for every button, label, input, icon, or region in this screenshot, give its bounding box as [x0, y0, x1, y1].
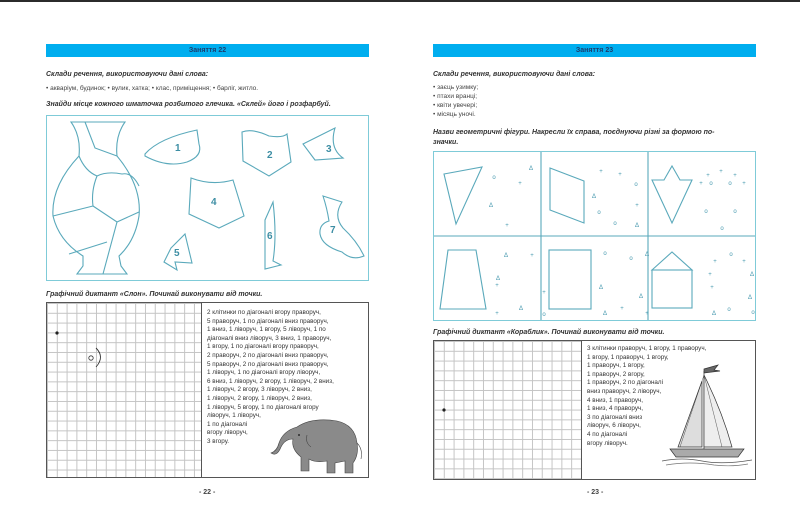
instruction-line: 1 ліворуч, 2 вгору, 3 ліворуч, 2 вниз,: [207, 386, 312, 394]
instruction-line: 1 вгору, 1 праворуч, 1 вгору,: [587, 353, 669, 361]
instruction-line: 3 по діагоналі вниз: [587, 413, 643, 421]
word-list-item: • місяць уночі.: [433, 111, 476, 118]
piece-1-shape: [145, 130, 200, 164]
piece-4-label: 4: [211, 197, 217, 208]
svg-text:+: +: [530, 253, 534, 259]
word-list-item: • птахи вранці;: [433, 93, 478, 100]
instruction-line: вгору ліворуч.: [587, 439, 628, 447]
svg-text:+: +: [708, 272, 712, 278]
shape-house-body: [652, 270, 692, 308]
svg-text:o: o: [492, 175, 496, 181]
instruction-line: 1 ліворуч, 2 вгору, 1 ліворуч, 2 вниз,: [207, 394, 312, 402]
svg-text:+: +: [599, 169, 603, 175]
svg-text:o: o: [597, 210, 601, 216]
svg-text:Δ: Δ: [602, 311, 608, 317]
svg-text:+: +: [495, 311, 499, 317]
instruction-line: 1 по діагоналі: [207, 420, 248, 428]
word-list-item: • заєць узимку;: [433, 84, 479, 91]
piece-2-label: 2: [267, 150, 273, 161]
svg-text:+: +: [620, 306, 624, 312]
dictation-box: [433, 340, 756, 480]
instruction-line: 1 праворуч, 2 вгору,: [587, 370, 645, 378]
vase-crack: [53, 176, 97, 216]
vase-crack: [85, 122, 117, 156]
piece-5-label: 5: [174, 248, 180, 259]
svg-text:+: +: [635, 203, 639, 209]
page-number: - 22 -: [199, 489, 216, 496]
instruction-line: 1 вгору, 1 по діагоналі вгору праворуч,: [207, 343, 319, 351]
instruction-line: 2 праворуч, 2 по діагоналі вниз праворуч,: [207, 351, 329, 359]
instruction-line: 3 клітинки праворуч, 1 вгору, 1 праворуч,: [587, 345, 707, 352]
dictation-title: Графічний диктант «Кораблик». Починай виконувати від точки.: [433, 329, 665, 336]
svg-text:Δ: Δ: [518, 306, 524, 312]
instruction-line: 1 вниз, 4 праворуч,: [587, 405, 644, 413]
svg-text:o: o: [603, 251, 607, 257]
vase-crack: [93, 206, 139, 222]
start-dot: [442, 408, 445, 411]
svg-text:+: +: [495, 283, 499, 289]
svg-text:Δ: Δ: [495, 276, 501, 282]
svg-text:Δ: Δ: [591, 194, 597, 200]
svg-text:+: +: [505, 223, 509, 229]
instruction-line: 1 праворуч, 2 по діагоналі: [587, 379, 664, 387]
vase-puzzle-box: [46, 115, 369, 281]
svg-text:+: +: [742, 181, 746, 187]
page-number: - 23 -: [587, 489, 604, 496]
elephant-illustration: [267, 413, 367, 475]
sailboat-illustration: [662, 361, 752, 471]
piece-7-label: 7: [330, 225, 336, 236]
shapes-figure: [434, 152, 755, 320]
svg-text:o: o: [704, 209, 708, 215]
shape-parallelogram: [550, 168, 584, 223]
task-make-sentences-title: Склади речення, використовуючи дані слова:: [433, 71, 596, 78]
vase-crack: [103, 222, 117, 274]
piece-6-label: 6: [267, 231, 273, 242]
svg-text:+: +: [719, 169, 723, 175]
svg-text:+: +: [542, 290, 546, 296]
svg-text:o: o: [709, 181, 713, 187]
task-shapes-title-line: Назви геометричні фігури. Накресли їх справа, поєднуючи різні за формою по-: [433, 129, 715, 136]
svg-text:Δ: Δ: [644, 252, 650, 258]
page-23: [433, 0, 756, 531]
shapes-box: [433, 151, 756, 321]
shape-house: [652, 252, 692, 270]
task-shapes-title: [433, 128, 714, 147]
svg-text:Δ: Δ: [749, 272, 755, 278]
svg-text:Δ: Δ: [488, 203, 494, 209]
svg-text:+: +: [518, 181, 522, 187]
instruction-line: ліворуч, 6 ліворуч,: [587, 422, 641, 430]
instruction-line: 2 клітинки по діагоналі вгору праворуч,: [207, 309, 321, 316]
elephant-eye: [89, 356, 93, 360]
page-22: [46, 0, 369, 531]
svg-text:o: o: [720, 226, 724, 232]
instruction-line: 1 праворуч, 1 вгору,: [587, 362, 645, 370]
instruction-line: діагоналі вниз ліворуч, 3 вниз, 1 праворуч,: [207, 334, 332, 342]
shape-rectangle: [549, 250, 591, 309]
svg-text:Δ: Δ: [528, 166, 534, 172]
svg-text:+: +: [710, 285, 714, 291]
shape-trapezoid: [440, 250, 486, 309]
vase-crack: [69, 242, 107, 254]
instruction-line: 1 вниз, 1 ліворуч, 1 вгору, 5 ліворуч, 1 по: [207, 326, 326, 334]
vase-crack: [79, 156, 139, 186]
instruction-line: 4 по діагоналі: [587, 430, 628, 438]
instruction-line: 3 вгору.: [207, 437, 229, 445]
word-list-item: • квіти увечері;: [433, 102, 478, 109]
svg-text:o: o: [728, 181, 732, 187]
svg-text:Δ: Δ: [598, 285, 604, 291]
task-make-sentences-title: Склади речення, використовуючи дані слова:: [46, 71, 209, 78]
dictation-box: [46, 302, 369, 478]
svg-text:+: +: [706, 173, 710, 179]
word-list: [46, 84, 258, 93]
elephant-ear-arc: [96, 348, 101, 367]
instruction-line: вниз праворуч, 2 ліворуч,: [587, 387, 662, 395]
svg-text:o: o: [629, 256, 633, 262]
instruction-line: 5 праворуч, 2 по діагоналі вниз праворуч,: [207, 360, 329, 368]
piece-3-shape: [303, 128, 343, 160]
grid-marks: [434, 341, 582, 479]
svg-text:o: o: [729, 252, 733, 258]
word-list: [433, 83, 478, 119]
task-vase-title: Знайди місце кожного шматочка розбитого глечика. «Склей» його і розфарбуй.: [46, 101, 331, 108]
svg-text:o: o: [733, 209, 737, 215]
svg-text:+: +: [618, 172, 622, 178]
svg-text:+: +: [733, 173, 737, 179]
svg-text:o: o: [634, 182, 638, 188]
svg-text:+: +: [742, 259, 746, 265]
instruction-line: вгору ліворуч,: [207, 429, 248, 437]
svg-text:o: o: [613, 221, 617, 227]
instruction-line: 1 ліворуч, 1 по діагоналі вгору ліворуч,: [207, 369, 321, 377]
dictation-title: Графічний диктант «Слон». Починай виконувати від точки.: [46, 291, 263, 298]
piece-7-shape: [320, 196, 364, 258]
instruction-line: 4 вниз, 1 праворуч,: [587, 396, 644, 404]
svg-text:o: o: [542, 312, 546, 318]
piece-1-label: 1: [175, 143, 181, 154]
instruction-line: ліворуч, 1 ліворуч,: [207, 412, 261, 420]
svg-text:Δ: Δ: [747, 295, 753, 301]
lesson-title-bar: Заняття 23: [433, 44, 756, 57]
instruction-line: 5 праворуч, 1 по діагоналі вниз праворуч,: [207, 317, 329, 325]
word-list-line: • акваріум, будинок; • вулик, хатка; • клас, приміщення; • барліг, житло.: [46, 85, 259, 92]
instruction-line: 6 вниз, 1 ліворуч, 2 вгору, 1 ліворуч, 2 вниз,: [207, 377, 334, 385]
shape-triangle: [444, 167, 482, 224]
svg-text:Δ: Δ: [503, 253, 509, 259]
svg-text:o: o: [751, 310, 755, 316]
symbol-marks: [489, 166, 755, 318]
svg-text:+: +: [645, 311, 649, 317]
grid-marks: [47, 303, 202, 477]
svg-text:Δ: Δ: [711, 311, 717, 317]
svg-text:Δ: Δ: [634, 223, 640, 229]
lesson-title-bar: Заняття 22: [46, 44, 369, 57]
shape-arrow: [652, 166, 692, 223]
vase-outline: [53, 122, 139, 274]
svg-text:+: +: [713, 259, 717, 265]
instruction-line: 1 ліворуч, 5 вгору, 1 по діагоналі вгору: [207, 403, 319, 411]
vase-puzzle-figure: [47, 116, 368, 280]
svg-text:+: +: [699, 181, 703, 187]
piece-3-label: 3: [326, 144, 332, 155]
svg-text:o: o: [727, 307, 731, 313]
svg-text:Δ: Δ: [638, 294, 644, 300]
task-shapes-title-line: значки.: [433, 138, 459, 146]
start-dot: [55, 331, 58, 334]
